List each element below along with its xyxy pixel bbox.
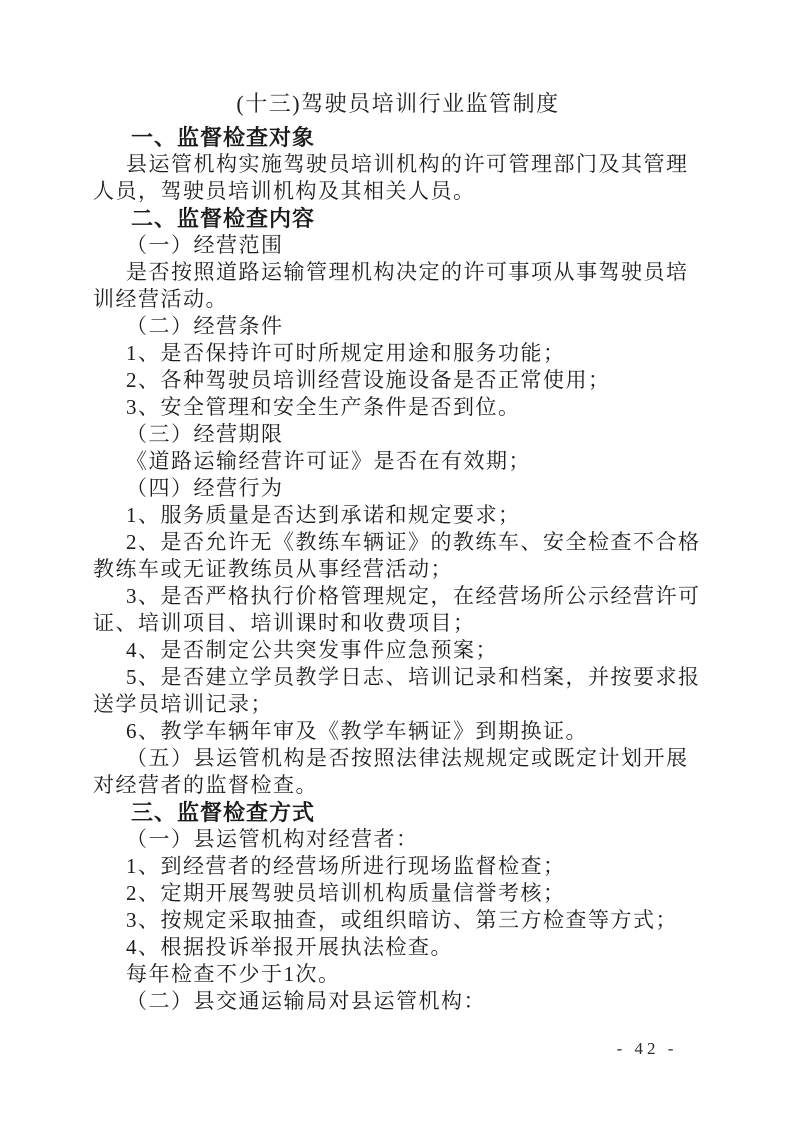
text-line: 《道路运输经营许可证》是否在有效期； — [126, 449, 531, 473]
text-line: 1、到经营者的经营场所进行现场监督检查； — [126, 854, 566, 878]
text-line: 6、教学车辆年审及《教学车辆证》到期换证。 — [126, 719, 588, 743]
text-line: 对经营者的监督检查。 — [93, 773, 318, 797]
document-content — [93, 88, 703, 1015]
document-lines — [93, 124, 703, 1015]
text-line: 2、各种驾驶员培训经营设施设备是否正常使用； — [126, 368, 611, 392]
text-line: 证、培训项目、培训课时和收费项目； — [93, 611, 476, 635]
section-heading: 二、监督检查内容 — [131, 206, 316, 231]
text-line: （一）经营范围 — [126, 233, 284, 257]
text-line: 3、是否严格执行价格管理规定，在经营场所公示经营许可 — [126, 584, 701, 608]
text-line: （四）经营行为 — [126, 476, 284, 500]
text-line: 人员，驾驶员培训机构及其相关人员。 — [93, 179, 476, 203]
text-line: 1、服务质量是否达到承诺和规定要求； — [126, 503, 521, 527]
text-line: （二）县交通运输局对县运管机构： — [126, 989, 486, 1013]
text-line: 2、是否允许无《教练车辆证》的教练车、安全检查不合格 — [126, 530, 701, 554]
section-heading: 一、监督检查对象 — [131, 125, 316, 150]
text-line: 5、是否建立学员教学日志、培训记录和档案，并按要求报 — [126, 665, 701, 689]
text-line: 2、定期开展驾驶员培训机构质量信誉考核； — [126, 881, 566, 905]
text-line: 训经营活动。 — [93, 287, 228, 311]
section-heading: 三、监督检查方式 — [131, 800, 316, 825]
text-line: 4、是否制定公共突发事件应急预案； — [126, 638, 498, 662]
text-line: 县运管机构实施驾驶员培训机构的许可管理部门及其管理 — [126, 152, 689, 176]
text-line: （二）经营条件 — [126, 314, 284, 338]
text-line: 送学员培训记录； — [93, 692, 273, 716]
text-line: 3、安全管理和安全生产条件是否到位。 — [126, 395, 521, 419]
document-title: (十三)驾驶员培训行业监管制度 — [236, 91, 560, 116]
text-line: 1、是否保持许可时所规定用途和服务功能； — [126, 341, 566, 365]
text-line: （五）县运管机构是否按照法律法规规定或既定计划开展 — [126, 746, 689, 770]
text-line: 是否按照道路运输管理机构决定的许可事项从事驾驶员培 — [126, 260, 689, 284]
text-line: （一）县运管机构对经营者： — [126, 827, 419, 851]
text-line: 每年检查不少于1次。 — [126, 962, 341, 986]
page-number: - 42 - — [616, 1039, 678, 1058]
text-line: 4、根据投诉举报开展执法检查。 — [126, 935, 453, 959]
text-line: 教练车或无证教练员从事经营活动； — [93, 557, 453, 581]
text-line: （三）经营期限 — [126, 422, 284, 446]
text-line: 3、按规定采取抽查，或组织暗访、第三方检查等方式； — [126, 908, 678, 932]
